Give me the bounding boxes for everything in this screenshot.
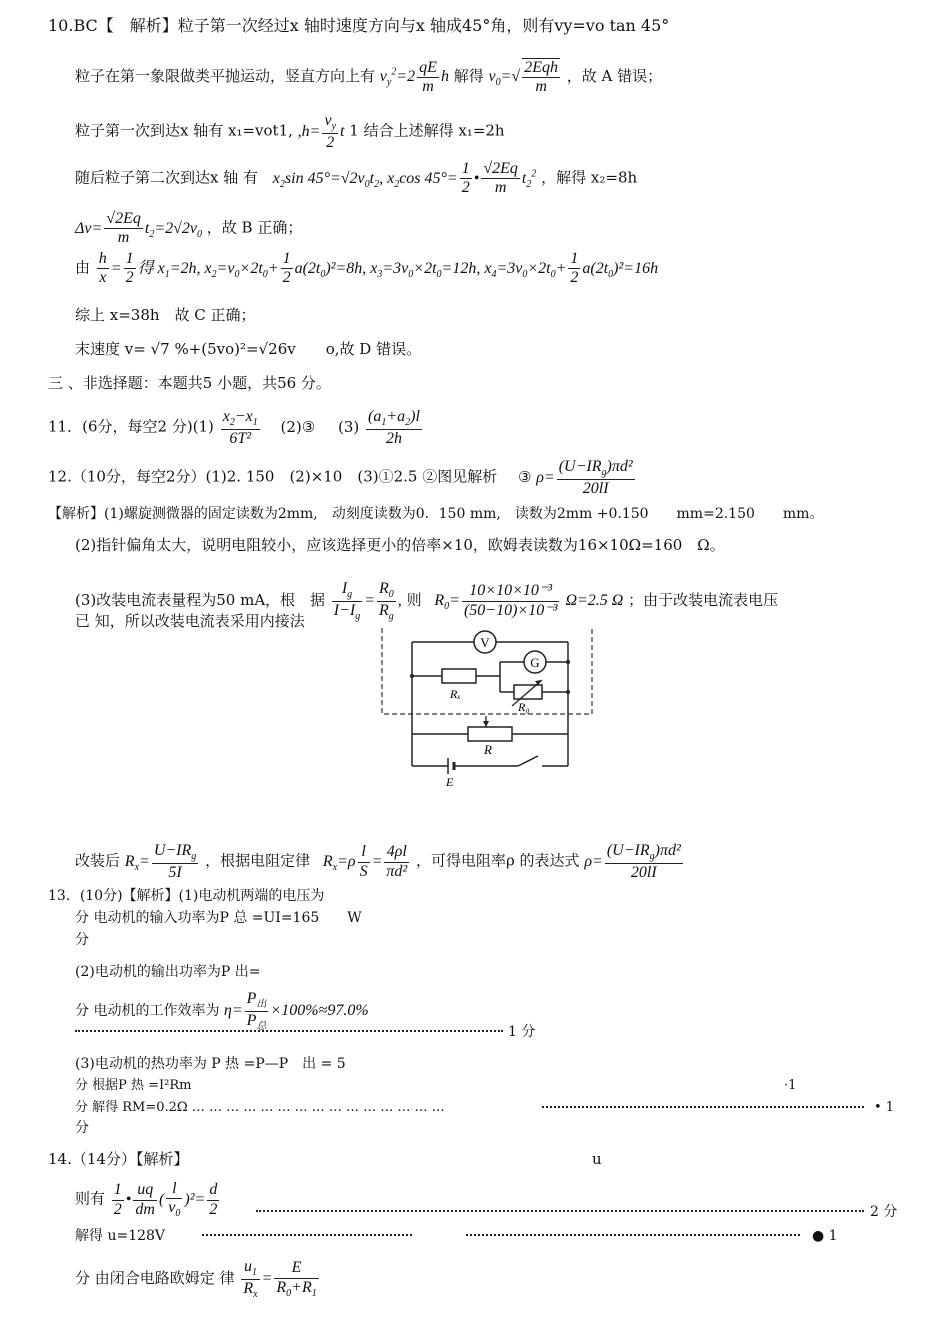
q14-line-2 <box>75 1180 221 1220</box>
q12-part3-marker: ③ <box>518 467 532 486</box>
formula-ohm: $\frac{u_1}{R_x}$ = $\frac{E}{R_0+R_1}$ <box>243 1258 317 1300</box>
formula-r0: $R_0=$ $\frac{\text{10×10×10⁻³}}{\text{(50−10)×10⁻³}}$ Ω=2.5 Ω <box>434 582 624 619</box>
formula-vy-squared: $v_y^2=2$ $\frac{qE}{m}$ h <box>379 58 449 95</box>
q13-dot-leader-2 <box>542 1106 864 1108</box>
q13-line-5 <box>75 990 369 1032</box>
battery-label: E <box>446 775 454 788</box>
rheostat-icon <box>468 727 512 741</box>
q10-line-6 <box>75 250 658 288</box>
q14-line-2-mark: 2 分 <box>870 1204 898 1220</box>
q12-line-2: 【解析】(1)螺旋测微器的固定读数为2mm, 动刻度读数为0．150 mm, 读数为2mm +0.150 mm=2.150 mm。 <box>48 506 824 522</box>
q14-line-2-text: 则有 <box>75 1189 106 1208</box>
q10-line-4-text: 随后粒子第二次到达x 轴 有 <box>75 168 258 187</box>
q13-line-8-mark: ·1 <box>784 1078 797 1093</box>
q10-line-4-rest: ，解得 x₂=8h <box>541 168 638 187</box>
formula-positions: $\frac{h}{x}$ = $\frac{1}{2}$ 得 $x_1=2h$, $x_2=v_0\times 2t_0+$ $\frac{1}{2}$ $a(2t_0)^2=8h$, $x_3=3v_0\times 2t_0=12h$, $x_4=3v_0\times 2t_0+$ $\frac{1}{2}$ $a(2t_0)^2=16h$ <box>98 250 659 287</box>
q13-dot-leader-1 <box>75 1030 503 1032</box>
section-3-heading: 三 、非选择题：本题共5 小题，共56 分。 <box>48 374 331 392</box>
q14-line-4-lv: 律 <box>219 1268 235 1287</box>
formula-delta-v: Δv= $\frac{√2Eq}{m}$ $t_2=2√2v_0$ <box>75 210 202 247</box>
q13-line-10: 分 <box>75 1120 89 1136</box>
q13-line-9-mark: • 1 <box>874 1100 895 1115</box>
q14-line-4-text: 分 由闭合电路欧姆定 <box>75 1268 215 1287</box>
q12-line-5: 已 知，所以改装电流表采用内接法 <box>75 612 305 630</box>
q12-line-4-ze: 则 <box>406 590 422 609</box>
q13-line-5-text: 分 电动机的工作效率为 <box>75 1002 220 1019</box>
q10-line-2-conclusion: ，故 A 错误； <box>566 67 663 86</box>
formula-ig-ratio: $\frac{I_g}{I-I_g}$ = $\frac{R_0}{R_g}$ , <box>333 580 402 622</box>
q13-line-3: 分 <box>75 932 89 948</box>
formula-h: ,h= $\frac{v_y}{2}$ t <box>297 112 345 151</box>
q10-line-4 <box>75 160 637 198</box>
resistor-r0-label: R₀ <box>518 700 530 714</box>
formula-deflection: $\frac{1}{2}$ • $\frac{uq}{dm}$ ( $\frac{l}{v_0}$ )²= $\frac{d}{2}$ <box>113 1180 218 1220</box>
q13-line-7: (3)电动机的热功率为 P 热 =P—P 出 = 5 <box>75 1056 346 1072</box>
formula-rho: ρ= $\frac{(U-IR_g)\pi d^2}{20lI}$ <box>536 458 633 497</box>
q12-line-3: (2)指针偏角太大，说明电阻较小，应该选择更小的倍率×10，欧姆表读数为16×10Ω=160 Ω。 <box>75 536 725 554</box>
q14-line-1: 14.（14分）【解析】 <box>48 1150 189 1168</box>
q10-line-7: 综上 x=38h 故 C 正确； <box>75 306 256 324</box>
q14-line-3-mark: ● 1 <box>812 1228 838 1244</box>
resistor-rx-icon <box>442 669 476 683</box>
q12-line-6-text: 改装后 <box>75 851 121 870</box>
q13-line-8: 分 根据P 热 =I²Rm <box>75 1078 192 1093</box>
q11-part3-label: (3) <box>337 417 360 436</box>
formula-v0: $v_0=√$ $\frac{\text{2Eqh}}{m}$ <box>488 59 558 96</box>
q12-line-1 <box>48 458 637 498</box>
q10-line-2-text: 粒子在第一象限做类平抛运动，竖直方向上有 <box>75 67 376 86</box>
q11-part2: (2)③ <box>280 417 316 436</box>
q12-line-4-text: (3)改装电流表量程为50 mA，根 <box>75 590 296 609</box>
q10-line-2 <box>75 58 662 97</box>
q12-line-4-rest: ；由于改装电流表电压 <box>628 590 779 609</box>
q10-line-5-text: ，故 B 正确； <box>206 218 303 237</box>
rheostat-label: R <box>484 742 492 757</box>
q13-line-6: 1 分 <box>508 1024 536 1040</box>
q14-dot-leader-3 <box>466 1234 800 1236</box>
q12-line-6 <box>75 842 685 882</box>
q10-line-6-text: 由 <box>75 258 91 277</box>
formula-rho-final: ρ= $\frac{(U-IR_g)\pi d^2}{20lI}$ <box>584 842 681 881</box>
q10-line-8: 末速度 v= √7 %+(5vo)²=√26v o,故 D 错误。 <box>75 340 422 358</box>
galvanometer-label: G <box>530 655 540 670</box>
q10-line-3-text: 粒子第一次到达x 轴有 x₁=vot1, <box>75 121 293 140</box>
formula-rx: $R_x=$ $\frac{U-IR_g}{5I}$ <box>124 842 197 881</box>
q12-line-6-law: ，根据电阻定律 <box>205 851 311 870</box>
q14-dot-leader-2 <box>202 1234 412 1236</box>
formula-x2: $x_2\sin$ $45^\circ=√2v_0t_2$, $x_2\cos$ 45°= $\frac{1}{2}$ • $\frac{√2Eq}{m}$ $t_2^2$ <box>272 160 537 197</box>
q13-line-1: 13．(10分)【解析】(1)电动机两端的电压为 <box>48 888 325 904</box>
resistor-rx-label: Rₓ <box>450 687 461 701</box>
formula-q11-3: $\frac{(a_1+a_2)l}{2h}$ <box>368 408 420 447</box>
q13-line-9: 分 解得 RM=0.2Ω … … … … … … … … … … … … … … … <box>75 1100 445 1115</box>
q10-line-5 <box>75 210 302 248</box>
formula-efficiency: η= $\frac{P_出}{P_总}$ ×100%≈97.0% <box>223 990 369 1032</box>
q13-line-4: (2)电动机的输出功率为P 出= <box>75 964 261 980</box>
formula-resistance-law: $R_x=\rho$ $\frac{l}{S}$ = $\frac{4\rho l}{\text{πd²}}$ <box>322 843 408 880</box>
q14-line-4 <box>75 1258 321 1300</box>
q10-line-3 <box>75 112 505 152</box>
q12-answers: 12.（10分，每空2分）(1)2. 150 (2)×10 (3)①2.5 ②图见解析 <box>48 467 498 486</box>
q10-line-1: 10.BC【 解析】粒子第一次经过x 轴时速度方向与x 轴成45°角，则有vy=vo tan 45° <box>48 16 670 35</box>
circuit-diagram <box>378 626 596 788</box>
q14-dot-leader-1 <box>256 1210 864 1212</box>
q10-line-3-rest: 1 结合上述解得 x₁=2h <box>349 121 505 140</box>
q14-u: u <box>592 1150 602 1168</box>
q11-label: 11．(6分，每空2 <box>48 417 168 436</box>
q14-line-3: 解得 u=128V <box>75 1228 166 1244</box>
formula-q11-1: $\frac{x_2-x_1}{\text{6T²}}$ <box>222 408 258 447</box>
q12-line-4-ju: 据 <box>309 590 325 609</box>
switch-icon <box>518 756 538 766</box>
q11-part1-label: 分)(1) <box>171 417 214 436</box>
q12-line-6-rest: ，可得电阻率ρ 的表达式 <box>415 851 580 870</box>
q13-line-2: 分 电动机的输入功率为P 总 =UI=165 W <box>75 910 362 926</box>
q10-line-2-solve: 解得 <box>453 67 484 86</box>
voltmeter-label: V <box>480 635 490 650</box>
q11-line <box>48 408 424 448</box>
